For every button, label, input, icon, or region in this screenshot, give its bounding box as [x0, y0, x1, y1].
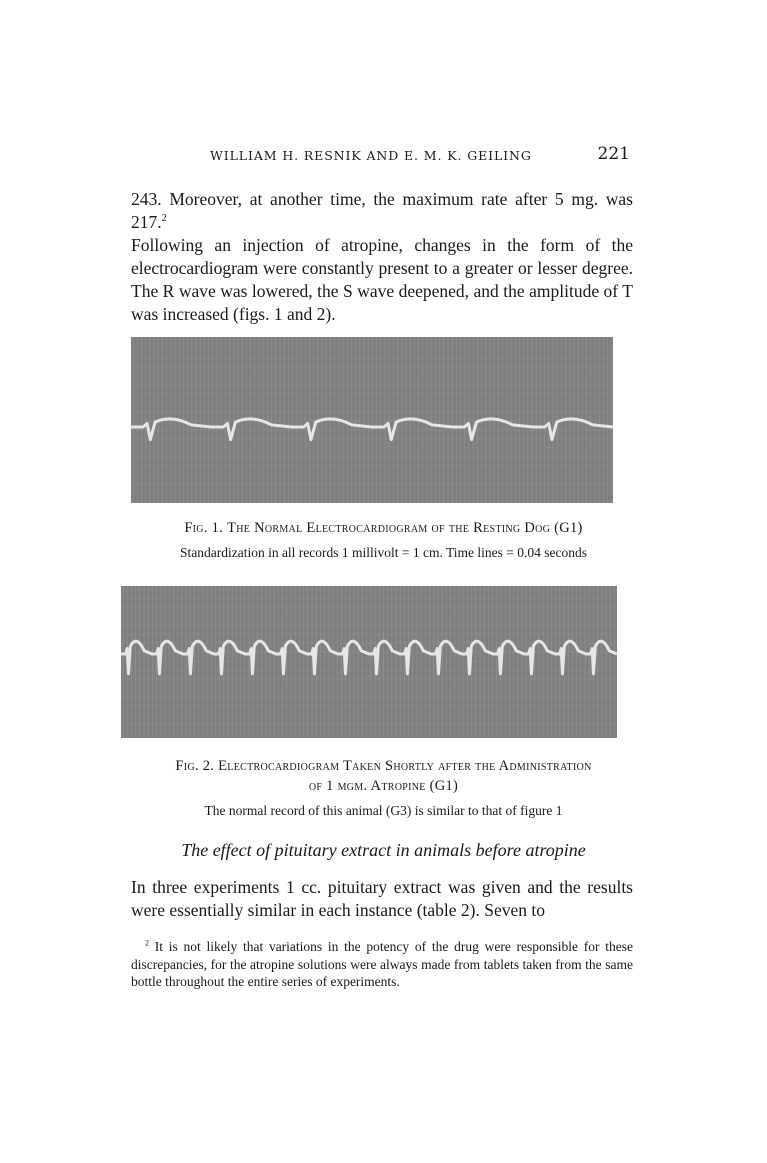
paragraph-continuation	[131, 188, 633, 234]
ecg-background	[121, 586, 617, 738]
figure-1-title: The Normal Electrocardiogram of the Resting Dog (G1)	[227, 520, 583, 536]
running-head-authors: WILLIAM H. RESNIK AND E. M. K. GEILING	[210, 148, 532, 163]
figure-2-caption-line1	[100, 758, 667, 775]
footnote	[131, 938, 633, 991]
figure-2-note: The normal record of this animal (G3) is similar to that of figure 1	[204, 803, 563, 818]
figure-2-caption-line2	[100, 778, 667, 795]
footnote-mark: 2	[145, 938, 149, 948]
figure-2-electrocardiogram	[121, 586, 617, 738]
figure-1-electrocardiogram	[131, 337, 613, 503]
page-number: 221	[597, 144, 630, 164]
footnote-text: It is not likely that variations in the potency of the drug were responsible for these discrepancies, for the atropine solutions were always made from tablets taken from the same bottle throughout the entire series of experiments.	[131, 939, 634, 989]
paragraph-pituitary: In three experiments 1 cc. pituitary extract was given and the results were essentially similar in each instance (table 2). Seven to	[131, 877, 633, 920]
paragraph-atropine-changes: Following an injection of atropine, changes in the form of the electrocardiogram were constantly present to a greater or lesser degree. The R wave was lowered, the S wave deepened, and the amplitude of T was increased (figs. 1 and 2).	[131, 235, 633, 324]
figure-2-title-tail: (G1)	[429, 778, 459, 794]
figure-1-note: Standardization in all records 1 millivolt = 1 cm. Time lines = 0.04 seconds	[179, 545, 588, 560]
figure-1-label: Fig. 1.	[184, 520, 224, 536]
paragraph-continuation-text: 243. Moreover, at another time, the maximum rate after 5 mg. was 217.	[131, 189, 633, 232]
ecg-background	[131, 337, 613, 503]
figure-2-title: Electrocardiogram Taken Shortly after the Administration	[218, 758, 592, 774]
footnote-reference: 2	[161, 213, 167, 225]
section-heading: The effect of pituitary extract in animals before atropine	[181, 840, 586, 860]
figure-2-label: Fig. 2.	[175, 758, 215, 774]
figure-1-caption	[100, 520, 667, 537]
figure-2-title-cont: of 1 mgm. Atropine	[308, 778, 426, 794]
running-head	[130, 146, 630, 168]
